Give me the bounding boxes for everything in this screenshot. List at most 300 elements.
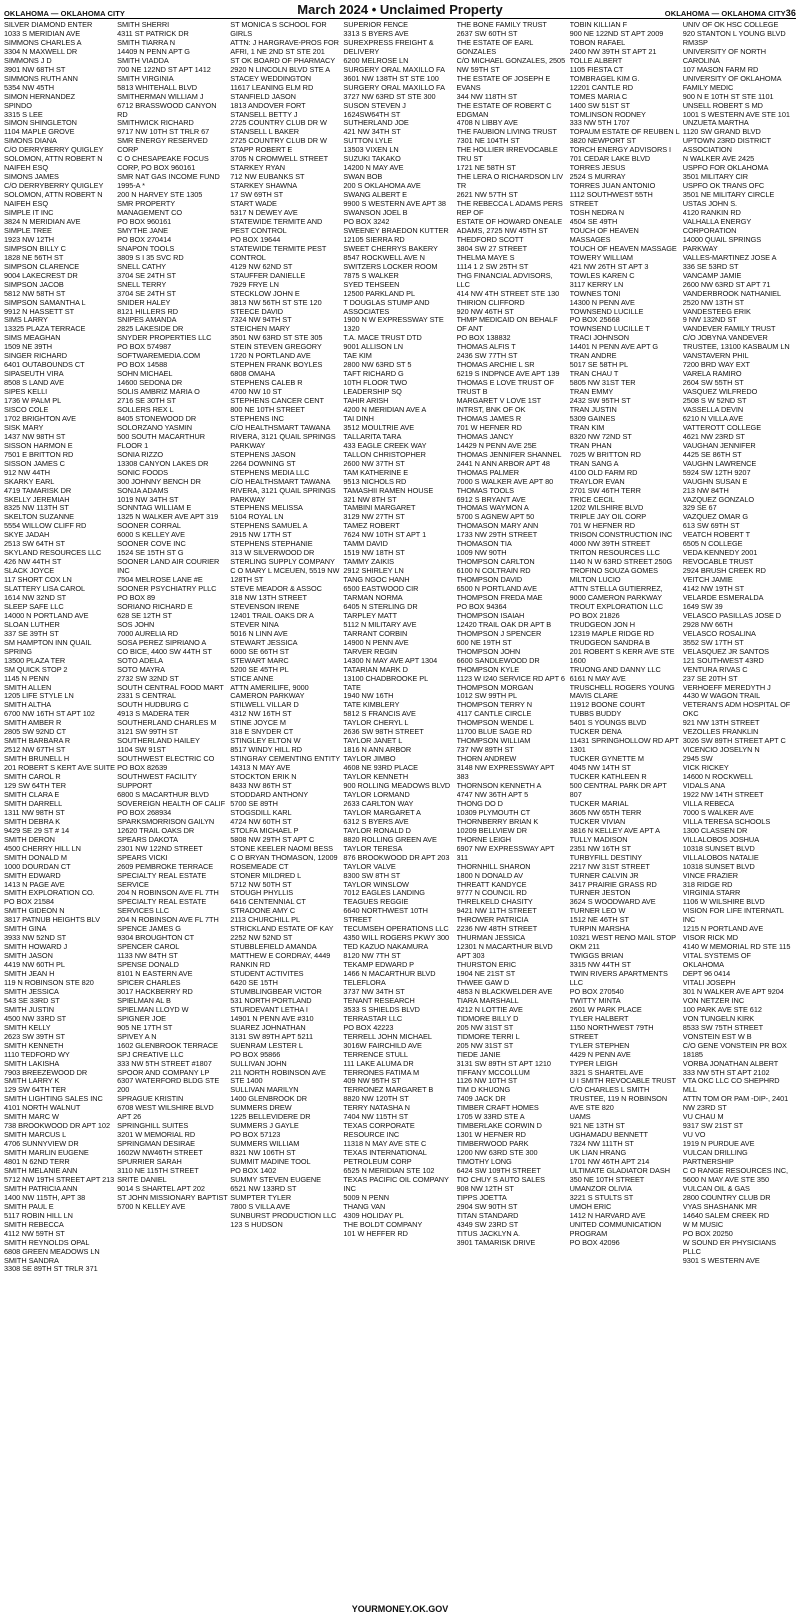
listing-line: 4120 RANKIN RD (682, 208, 741, 218)
listing-line: 1828 NE 56TH ST (4, 252, 64, 262)
listing-line: SKYE JADAH (4, 530, 50, 540)
listing-line: TED KAZUO NAKAMURA (343, 942, 429, 952)
listing-line: 1104 SW 91ST (117, 745, 166, 755)
listing-line: 7404 NW 115TH ST (343, 1112, 409, 1122)
listing-line: W SOUND ER PHYSICIANS PLLC (682, 1237, 778, 1256)
listing-line: TULLY MADISON (569, 834, 628, 844)
listing-line: 1904 NE 21ST ST (456, 969, 516, 979)
listing-line: VILLALOBOS NATALIE (682, 852, 759, 862)
listing-line: 1733 NW 29TH STREET (456, 530, 538, 540)
listing-line: 8320 NW 72ND ST (569, 431, 632, 441)
listing-line: 409 NW 95TH ST (343, 1076, 401, 1086)
listing-line: TOBIN KILLIAN F (569, 21, 628, 29)
listing-line: 1400 GLENBROOK DR (230, 1094, 307, 1104)
listing-line: 9301 S WESTERN AVE (682, 1255, 760, 1265)
listing-line: 1923 NW 12TH (4, 234, 55, 244)
listing-line: 5200 SE 45TH PL (230, 664, 289, 674)
listing-line: 2436 SW 77TH ST (456, 351, 518, 361)
listing-line: 313 W SILVERWOOD DR (230, 548, 315, 558)
listing-line: 4112 NW 59TH ST (4, 1228, 65, 1238)
listing-line: 7929 FRYE LN (230, 279, 279, 289)
listing-line: 3824 N MERIDIAN AVE (4, 216, 81, 226)
listing-line: 4913 S MADERA TER (117, 709, 190, 719)
listing-line: SNELL CATHY (117, 261, 166, 271)
listing-line: STOGSDILL KARL (230, 807, 292, 817)
listing-line: VITAL SYSTEMS OF OKLAHOMA (682, 951, 753, 970)
listing-line: UNIVERSITY OF OKLAHOMA FAMILY MEDIC (682, 73, 784, 92)
listing-line: TAM KATHERINE E (343, 467, 409, 477)
listing-line: 4100 OLD FARM RD (569, 467, 638, 477)
listing-line: THOMPSON MORGAN (456, 682, 534, 692)
listing-line: SMITH JESSICA (4, 986, 59, 996)
listing-line: TRUDGEON SANDRA B (569, 637, 650, 647)
listing-line: 9421 NW 11TH STREET (456, 906, 537, 916)
listing-line: SMITH ALTHA (4, 700, 52, 710)
listing-line: VELASCO PASILLAS JOSE D (682, 610, 782, 620)
listing-line: 2508 S W 52ND ST (682, 396, 747, 406)
listing-line: SPEARS VICKI (117, 852, 168, 862)
listing-line: UGHAMADU BENNETT (569, 1130, 648, 1140)
listing-line: 10318 SUNSET BLVD (682, 861, 755, 871)
listing-line: THWEE GAW D (456, 977, 510, 987)
listing-line: SIMPSON SAMANTHA L (4, 297, 86, 307)
listing-line: 2252 NW 52ND ST (230, 933, 293, 943)
listing-line: TERRELL JOHN MICHAEL (343, 1031, 432, 1041)
listing-line: 3315 S LEE (4, 109, 43, 119)
listing-line: VAZQUEZ GONZALO (682, 494, 755, 504)
listing-line: SIMPSON CLARENCE (4, 261, 80, 271)
listing-line: THORNHILL SHARON (456, 861, 531, 871)
listing-line: SOTO MAYRA (117, 664, 165, 674)
listing-line: 5812 NW 58TH ST (4, 288, 66, 298)
listing-line: TUCKER KATHLEEN R (569, 772, 647, 782)
listing-line: THE ESTATE OF JOSEPH E EVANS (456, 73, 553, 92)
listing-line: 3131 SW 89TH APT 5211 (230, 1031, 314, 1041)
listing-line: 17 SW 69TH ST (230, 190, 284, 200)
header-left-label: OKLAHOMA — OKLAHOMA CITY (4, 9, 126, 18)
listing-line: SOUTH HUDBURG C (117, 700, 189, 710)
listing-line: SKELTON SUZANNE (4, 512, 74, 522)
listing-line: 2912 SHIRLEY LN (343, 566, 404, 576)
listing-line: C O BRYAN THOMASON, 12009 ROSEMEADE CT (230, 852, 340, 871)
listing-line: TYLER STEPHEN (569, 1040, 630, 1050)
listing-line: 2600 NW 37TH ST (343, 458, 405, 468)
listing-line: TURPIN MARSHA (569, 924, 630, 934)
listing-line: SMITH MELANIE ANN (4, 1166, 78, 1175)
listing-line: TERRY NATASHA N (343, 1103, 410, 1113)
listing-line: THOMPSON FREDA MAE (456, 593, 543, 602)
listing-line: TIDMORE TERRI L (456, 1031, 520, 1041)
listing-line: 7504 MELROSE LANE #E (117, 575, 203, 585)
listing-line: TWIGGS BRIAN (569, 951, 624, 961)
listing-line: 11431 SPRINGHOLLOW RD APT 1301 (569, 736, 681, 755)
listing-line: 1120 SW GRAND BLVD (682, 127, 761, 137)
listing-line: TYLER HALBERT (569, 1013, 629, 1023)
listing-line: 4309 HOLIDAY PL (343, 1210, 404, 1220)
listing-line: TEXAS INTERNATIONAL PETROLEUM CORP (343, 1148, 429, 1167)
listing-line: TIMOTHY LONG (456, 1157, 512, 1167)
listing-line: THE LERA O RICHARDSON LIV TR (456, 172, 565, 191)
listing-line: THE FAUBION LIVING TRUST (456, 127, 557, 137)
listing-line: 4724 NW 60TH ST (230, 816, 292, 826)
listing-line: MARGARET V LOVE 1ST INTRST, BNK OF OK (456, 396, 543, 414)
listing-line: 2331 S CENTRAL (117, 691, 177, 701)
listing-line: STOUGH PHYLLIS (230, 888, 294, 898)
listing-line: 5112 N MILITARY AVE (343, 619, 417, 629)
listing-line: TOBON RAFAEL (569, 37, 626, 47)
listing-line: SNYDER PROPERTIES LLC (117, 333, 212, 343)
listing-line: 1019 NW 34TH ST (117, 494, 179, 504)
listing-line: SOUTHERLAND HAILEY (117, 736, 200, 746)
listing-line: PO BOX 21584 (4, 897, 55, 907)
listing-line: 7501 E BRITTON RD (4, 449, 74, 459)
listing-line: UAMS (569, 1112, 591, 1122)
listing-line: 3704 SE 24TH ST (117, 288, 176, 298)
listing-line: PO BOX 94364 (456, 601, 507, 611)
listing-line: STURDEVANT LETHA I (230, 1004, 308, 1014)
listing-line: VILLA REBECA (682, 798, 734, 808)
listing-line: STARKEY SHAWNA (230, 181, 298, 191)
listing-line: SPIELMAN AL B (117, 995, 171, 1005)
listing-line: 921 NE 13TH ST (569, 1121, 625, 1131)
listing-line: SIPES KELLI (4, 387, 48, 397)
listing-line: SMITH CAROL R (4, 772, 61, 782)
listing-line: SINGER RICHARD (4, 351, 67, 361)
listing-line: 8533 SW 75TH STREET (682, 1022, 764, 1032)
listing-line: 1602 GLENBROOK TERRACE (117, 1040, 218, 1050)
listing-line: TWIN RIVERS APARTMENTS LLC (569, 969, 670, 987)
listing-line: PO BOX 57123 (230, 1130, 281, 1140)
listing-line: SMITH BRUNELL H (4, 754, 70, 764)
listing-line: 2604 SW 55TH ST (682, 378, 744, 388)
listing-line: SMITH VIADDA (117, 55, 169, 65)
listing-line: 4500 CHERRY HILL LN (4, 843, 81, 853)
listing-line: SPRINGMAN DESIRAE (117, 1139, 196, 1149)
listing-line: 2301 NW 122ND STREET (117, 843, 203, 853)
listing-line: STUDENT ACTIVITES (230, 969, 304, 979)
listing-line: SIMMONS RUTH ANN (4, 73, 78, 83)
listing-line: SMITH JUSTIN (4, 1004, 54, 1014)
listing-line: 1721 NE 58TH ST (456, 163, 516, 173)
listing-line: VANSTAVERN PHIL (682, 351, 749, 361)
listing-line: SMITH ALLEN (4, 682, 52, 692)
listing-line: C O CHESAPEAKE FOCUS CORP, PO BOX 960161 (117, 154, 211, 173)
listing-line: SWEENEY BRAEDON KUTTER (343, 225, 449, 235)
listing-line: 1112 SOUTHWEST 55TH STREET (569, 190, 655, 209)
listing-line: 9429 SE 29 ST # 14 (4, 825, 70, 835)
listing-line: 2601 W PARK PLACE (569, 1004, 642, 1014)
listing-line: TRAN JUSTIN (569, 404, 617, 414)
listing-line: 908 NW 12TH ST (456, 1183, 514, 1193)
listing-line: 3624 S WOODWARD AVE (569, 897, 656, 907)
listing-line: SMITH PATRICIA ANN (4, 1183, 78, 1193)
listing-line: SMITH LAKISHA (4, 1058, 60, 1068)
listing-line: THE BOLDT COMPANY (343, 1219, 423, 1229)
listing-line: 1919 N PURDUE AVE (682, 1139, 755, 1149)
listing-line: THOMAS PALMER (456, 467, 519, 477)
listing-line: SMITH SANDRA (4, 1255, 59, 1265)
listing-line: 2904 SW 90TH ST (456, 1201, 518, 1211)
listing-line: SWAN BOB (343, 172, 383, 182)
listing-line: ATTN AMERILIFE, 9000 CAMERON PARKWAY (230, 682, 311, 701)
listing-line: 1705 W 33RD STE A (456, 1112, 525, 1122)
listing-line: SUTTON LYLE (343, 136, 393, 146)
listing-line: 6912 S BRYANT AVE (456, 494, 526, 504)
listing-line: SMITH REYNOLDS OPAL (4, 1237, 90, 1247)
listing-line: 336 SE 53RD ST (682, 261, 739, 271)
listing-line: 6401 OUTABOUNDS CT (4, 360, 85, 370)
listing-line: STILWELL VILLAR D (230, 700, 299, 710)
listing-line: 4747 NW 36TH APT 5 (456, 789, 529, 799)
listing-line: TOWERY WILLIAM (569, 252, 633, 262)
footer-url[interactable]: YOURMONEY.OK.GOV (351, 1604, 449, 1614)
listing-line: TEXAS CORPORATE RESOURCE INC (343, 1121, 417, 1140)
listing-line: 6000 S KELLEY AVE (117, 530, 186, 540)
listing-line: SMITHERMAN WILLIAM J (117, 91, 204, 101)
listing-line: 2609 PEMBROKE TERRACE (117, 861, 214, 871)
listing-line: SMITH DEBRA K (4, 816, 61, 826)
listing-line: T.A. MACE TRUST DTD (343, 333, 422, 343)
listing-line: VULCAN OIL & GAS (682, 1183, 750, 1193)
listing-line: 3804 SW 27 STREET (456, 243, 528, 253)
listing-line: THOMAS JENNIFER SHANNEL (456, 449, 562, 459)
listing-line: SPECIALTY REAL ESTATE SERVICE (117, 870, 209, 889)
listing-line: SPRINGHILL SUITES (117, 1121, 189, 1131)
listing-line: 8121 HILLERS RD (117, 306, 179, 316)
listing-line: TAI DINH (343, 413, 374, 423)
listing-line: 4000 NW 39TH STREET (569, 539, 651, 549)
listing-line: 101 W HEFFER RD (343, 1228, 408, 1238)
listing-line: 14600 SEDONA DR (117, 378, 183, 388)
listing-line: 3512 MOULTRIE AVE (343, 422, 415, 432)
listing-line: TORRES JUAN ANTONIO (569, 181, 656, 191)
listing-line: 4430 W WAGON TRAIL (682, 691, 761, 701)
listing-line: TUCKER DENA (569, 727, 622, 737)
listing-line: THE HOLLIER IRREVOCABLE TRU ST (456, 145, 560, 164)
listing-line: 1519 NW 18TH ST (343, 548, 405, 558)
listing-line: 2524 S MURRAY (569, 172, 626, 182)
listing-line: 1000 DOURDAN CT (4, 861, 71, 871)
listing-line: SOUTHERLAND CHARLES M (117, 718, 217, 728)
listing-line: VEITCH JAMIE (682, 575, 733, 585)
listing-line: TECUMSEH OPERATIONS LLC (343, 924, 449, 934)
listing-line: VAUGHN LAWRENCE (682, 458, 757, 468)
listing-line: 1702 BRIGHTON AVE (4, 413, 76, 423)
listing-line: 4706 SUNNYVIEW DR (4, 1139, 79, 1149)
listing-line: STUMBLINGBEAR VICTOR (230, 986, 322, 996)
listing-line: TERRONES FATIMA M (343, 1067, 420, 1077)
listing-line: 800 NE 10TH STREET (230, 404, 305, 414)
listing-line: SMITH MARC W (4, 1112, 59, 1122)
listing-line: 5924 SW 12TH 9207 (682, 467, 751, 477)
listing-line: VORBA JONATHAN ALBERT (682, 1058, 779, 1068)
header-right-label: OKLAHOMA — OKLAHOMA CITY (664, 9, 786, 18)
listing-line: USPFO OK TRANS OFC (682, 181, 765, 191)
listing-line: 4719 TAMARISK DR (4, 485, 72, 495)
listing-line: 921 NW 13TH STREET (682, 718, 760, 728)
listing-line: SPIELMAN LLOYD W (117, 1004, 189, 1014)
listing-line: 1150 NORTHWEST 79TH STREET (569, 1022, 656, 1041)
listing-line: 2805 SW 92ND CT (4, 727, 67, 737)
listing-line: 14000 N PORTLAND AVE (4, 610, 89, 620)
listing-line: SUSON STEVEN J (343, 100, 406, 110)
listing-line: SIMMONS CHARLES A (4, 37, 82, 47)
listing-line: 1123 W I240 SERVICE RD APT 6 (456, 673, 565, 683)
listing-line: STINGLEY ELTON W (230, 736, 301, 746)
listing-line: STEPHENS MEDIA LLC (230, 467, 310, 477)
listing-line: USPFO FOR OKLAHOMA (682, 163, 769, 173)
listing-line: VATTEROTT COLLEGE (682, 422, 762, 432)
listing-line: VITALI JOSEPH (682, 977, 736, 987)
listing-line: PO BOX 270414 (117, 234, 172, 244)
listing-line: THOMASON TIA (456, 539, 512, 549)
listing-line: THORNBERRY BRIAN K (456, 816, 539, 826)
listing-line: VELARDE ESMERALDA (682, 593, 764, 602)
listing-line: 1009 NW 90TH (456, 548, 507, 558)
listing-line: SNIDER HALEY (117, 297, 171, 307)
listing-line: 5700 SE 89TH (230, 798, 278, 808)
listing-line: 6640 NORTHWEST 10TH STREET (343, 906, 430, 925)
listing-line: 2236 NW 48TH STREET (456, 924, 538, 934)
listing-line: 9912 N HASSETT ST (4, 306, 75, 316)
listing-line: STEVE MEADOR & ASSOC (230, 584, 322, 594)
listing-line: 5700 N KELLEY AVE (117, 1201, 186, 1211)
listing-line: TAYLOR JANET L (343, 736, 403, 746)
listing-line: VEDA KENNEDY 2001 REVOCABLE TRUST (682, 548, 760, 567)
listing-line: SPOOR AND COMPANY LP (117, 1067, 210, 1077)
listing-line: 1012 SW 99TH PL (456, 691, 517, 701)
listing-line: 300 JOHNNY BENCH DR (117, 476, 201, 486)
listing-line: SMITH GINA (4, 924, 47, 934)
listing-line: 7301 NE 104TH ST (456, 136, 520, 146)
listing-line: SIMPSON JACOB (4, 279, 64, 289)
listing-line: 9001 ALLISON LN (343, 342, 404, 352)
listing-line: SOFTWAREMEDIA.COM (117, 351, 201, 361)
listing-line: SWEET CHERRYS BAKERY (343, 243, 438, 253)
listing-line: 2800 NW 63RD ST 5 (343, 360, 412, 370)
listing-line: 1813 ANDOVER FORT (230, 100, 306, 110)
listing-line: 2915 NW 17TH ST (230, 530, 292, 540)
listing-line: 7000 S WALKER AVE (682, 807, 754, 817)
listing-line: 8321 NW 106TH ST (230, 1148, 296, 1158)
listing-line: TUBBS BUDDY (569, 709, 622, 719)
listing-line: TARVER REGIN (343, 646, 398, 656)
listing-line: THOMAS ARCHIE L SR (456, 360, 535, 370)
listing-line: SIMPLE IT INC (4, 208, 54, 218)
listing-line: 13100 CHADBROOKE PL (343, 673, 429, 683)
listing-line: VINCE FRAZIER (682, 870, 738, 880)
listing-line: 129 SW 64TH TER (4, 1085, 66, 1095)
listing-line: TIEDE JANIE (456, 1049, 501, 1059)
listing-line: SMITH MARLIN EUGENE (4, 1148, 89, 1158)
listing-line: SPEARS DAKOTA (117, 834, 178, 844)
listing-line: 3813 NW 56TH ST STE 120 (230, 297, 322, 307)
listing-line: TIMBERLAKE CORWIN D (456, 1121, 542, 1131)
listing-line: STEPHENS JASON (230, 449, 296, 459)
listing-line: 201 ROBERT S KERR AVE STE 1600 (569, 646, 677, 665)
listing-line: TEXAS PACIFIC OIL COMPANY INC (343, 1174, 451, 1193)
listing-line: 6405 N STERLING DR (343, 601, 418, 611)
listing-line: 5812 S FRANCIS AVE (343, 709, 416, 719)
listing-line: 900 ROLLING MEADOWS BLVD (343, 781, 451, 791)
listing-line: C/O DERRYBERRY QUIGLEY SOLOMON, ATTN ROBERT N NAIFEH ESQ (4, 181, 106, 209)
listing-line: TRIPLE JAY OIL CORP (569, 512, 647, 522)
listing-line: TRICE CECIL (569, 494, 615, 504)
listing-line: SIMONS JAMES (4, 172, 59, 182)
listing-line: 1614 NW 32ND ST (4, 593, 67, 602)
listing-line: USTAS JOHN S. (682, 199, 738, 209)
listing-line: SONIC FOODS (117, 467, 168, 477)
listing-line: 7012 EAGLES LANDING (343, 888, 425, 898)
listing-line: 12201 CANTLE RD (569, 82, 633, 92)
listing-line: 321 NW 8TH ST (343, 494, 397, 504)
listing-line: THORNSON KENNETH A (456, 781, 542, 791)
listing-line: 2520 NW 13TH ST (682, 297, 745, 307)
listing-line: C/O GENE VONSTEIN PR BOX 18185 (682, 1040, 789, 1059)
listing-line: DEPT 96 0414 (682, 969, 731, 979)
listing-line: SMITHWICK RICHARD (117, 118, 194, 128)
listing-line: VILLA TERESA SCHOOLS (682, 816, 771, 826)
listing-line: 876 BROOKWOOD DR APT 203 (343, 852, 450, 862)
listing-line: VU VO (682, 1130, 706, 1140)
listing-line: 1215 N PORTLAND AVE (682, 924, 764, 934)
listing-line: ULTIMATE GLADIATOR DASH (569, 1166, 670, 1175)
listing-line: THOMAS JAMES R (456, 413, 522, 423)
listing-line: VARELA RAMIRO (682, 369, 742, 379)
listing-line: SOSA PEREZ SIPRIANO A (117, 637, 207, 647)
listing-line: 205 NW 31ST ST (456, 1022, 514, 1032)
listing-line: TOPAUM ESTATE OF REUBEN L (569, 127, 680, 137)
listing-line: SUMMY STEVEN EUGENE (230, 1174, 321, 1184)
listing-line: 5309 GAINES (569, 413, 616, 423)
listing-line: 6808 OMAHA (230, 369, 276, 379)
listing-line: 1524 SE 15TH ST G (117, 548, 184, 558)
listing-line: 200 N HARVEY STE 1305 (117, 190, 203, 200)
listing-line: SUMMIT MADINE TOOL (230, 1157, 311, 1167)
listing-line: VON TUNGELN KIRK (682, 1013, 755, 1023)
listing-line: VANDEVER FAMILY TRUST (682, 324, 776, 334)
listing-line: 333 NW 5TH 1707 (569, 118, 630, 128)
listing-line: 3933 NW 52ND ST (4, 933, 67, 943)
listing-line: SLOAN LUTHER (4, 619, 60, 629)
listing-line: 13500 PLAZA TER (4, 655, 66, 665)
listing-line: THE ESTATE OF ROBERT C EDGMAN (456, 100, 554, 119)
listing-line: 3533 S SHIELDS BLVD (343, 1004, 420, 1014)
listing-line: 1325 N WALKER AVE APT 319 (117, 512, 219, 522)
listing-line: THIRION CLIFFORD (456, 297, 525, 307)
listing-line: 117 SHORT COX LN (4, 575, 72, 585)
listing-line: 4504 SE 49TH (569, 216, 618, 226)
listing-line: 6500 N PORTLAND AVE (456, 584, 537, 594)
listing-line: 3901 TAMARISK DRIVE (456, 1237, 536, 1247)
listing-line: 8325 NW 113TH ST (4, 503, 69, 513)
listing-line: 3313 S BYERS AVE (343, 28, 409, 38)
listing-column (117, 21, 230, 1599)
listing-line: UNSELL ROBERT S MD (682, 100, 763, 110)
listing-line: 1400 NW 115TH, APT 38 (4, 1192, 86, 1202)
listing-line: 2351 NW 16TH ST (569, 843, 631, 853)
listing-line: TOSH NEDRA N (569, 208, 624, 218)
listing-line: SISK MARY (4, 422, 44, 432)
listing-line: SMR NAT GAS INCOME FUND 1995-A * (117, 172, 222, 191)
listing-line: 5813 WHITEHALL BLVD (117, 82, 197, 92)
listing-line: 11617 LEANING ELM RD (230, 82, 314, 92)
listing-line: THOMAS JANCY (456, 431, 514, 441)
listing-line: 3820 NEWPORT ST (569, 136, 636, 146)
listing-line: SISSON JAMES C (4, 458, 65, 468)
listing-line: SIMS LARRY (4, 315, 48, 325)
listing-line: 3901 NW 68TH ST (4, 64, 66, 74)
